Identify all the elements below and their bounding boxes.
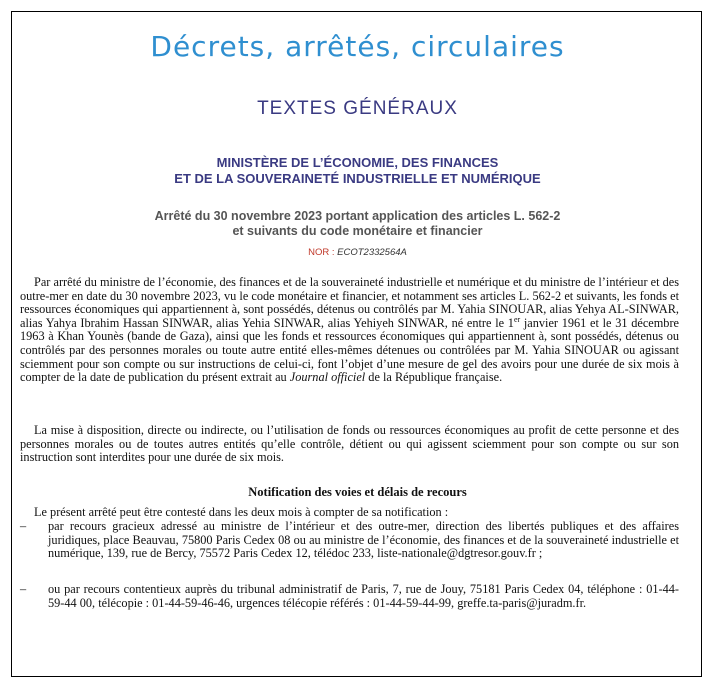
paragraph-1-part-1: Par arrêté du ministre de l’économie, des finances et de la souveraineté industrielle et numérique et du ministre de l’intérieur et des outre-mer en date du 30 novembre 2023, vu le code monétaire et financier, et notamment ses articles L. 562-2 et suivants, les fonds et ressources économiques qui appartiennent à, sont possédés, détenus ou contrôlés par M. Yahia SINOUAR, alias Yehya AL-SINWAR, alias Yahya Ibrahim Hassan SINWAR, alias Yehia SINWAR, alias Yehiyeh SINWAR, né entre le 1 bbox=[20, 275, 679, 330]
paragraph-1-part-3: de la République française. bbox=[365, 370, 503, 385]
arrete-title bbox=[0, 209, 715, 239]
nor-label: NOR : bbox=[308, 247, 335, 258]
main-title: Décrets, arrêtés, circulaires bbox=[150, 30, 565, 63]
notification-heading: Notification des voies et délais de recours bbox=[248, 485, 467, 499]
ministry-heading bbox=[0, 155, 715, 187]
paragraph-1-part-2: janvier 1961 et le 31 décembre 1963 à Khan Younès (bande de Gaza), ainsi que les fonds et ressources économiques qui appartiennent à, sont possédés, détenus ou contrôlés par des personnes morales ou toute autre entité elles-mêmes détenues ou contrôlées par M. Yahia SINOUAR ou agissant sciemment pour son compte ou sur instructions de celui-ci, font l’objet d’une mesure de gel des avoirs pour une durée de six mois à compter de la date de publication du présent extrait au bbox=[20, 315, 680, 385]
arrete-title-line-2: et suivants du code monétaire et financier bbox=[232, 224, 483, 238]
section-title: TEXTES GÉNÉRAUX bbox=[257, 98, 458, 119]
dash-bullet: – bbox=[20, 519, 27, 533]
nor-code: ECOT2332564A bbox=[337, 247, 407, 258]
paragraph-2: La mise à disposition, directe ou indirecte, ou l’utilisation de fonds ou ressources économiques au profit de cette personne et des personnes morales ou de toutes autres entités qu’elle contrôle, détient ou qui agissent sciemment pour son compte ou sur son instruction sont interdites pour une durée de six mois. bbox=[20, 423, 679, 465]
list-item-recours-contentieux bbox=[20, 583, 679, 610]
list-item-recours-gracieux bbox=[20, 520, 679, 561]
journal-officiel-italic: Journal officiel bbox=[289, 370, 366, 385]
list-item-text: par recours gracieux adressé au ministre de l’intérieur et des outre-mer, direction des libertés publiques et des affaires juridiques, place Beauvau, 75800 Paris Cedex 08 ou au ministre de l’économie, des finances et de la souveraineté industrielle et numérique, 139, rue de Bercy, 75572 Paris Cedex 12, télédoc 233, liste-nationale@dgtresor.gouv.fr ; bbox=[48, 519, 679, 561]
ordinal-superscript: er bbox=[513, 314, 521, 324]
paragraph-1 bbox=[20, 276, 679, 385]
list-item-text: ou par recours contentieux auprès du tribunal administratif de Paris, 7, rue de Jouy, 75181 Paris Cedex 04, téléphone : 01-44-59-44 00, télécopie : 01-44-59-46-46, urgences télécopie référés : 01-44-59-44-99, greffe.ta-paris@juradm.fr. bbox=[48, 582, 679, 610]
arrete-title-line-1: Arrêté du 30 novembre 2023 portant application des articles L. 562-2 bbox=[154, 209, 561, 223]
ministry-line-2: ET DE LA SOUVERAINETÉ INDUSTRIELLE ET NUMÉRIQUE bbox=[174, 171, 541, 186]
ministry-line-1: MINISTÈRE DE L’ÉCONOMIE, DES FINANCES bbox=[216, 155, 499, 170]
dash-bullet: – bbox=[20, 582, 27, 596]
paragraph-3: Le présent arrêté peut être contesté dans les deux mois à compter de sa notification : bbox=[34, 505, 449, 519]
nor-reference bbox=[0, 247, 715, 258]
